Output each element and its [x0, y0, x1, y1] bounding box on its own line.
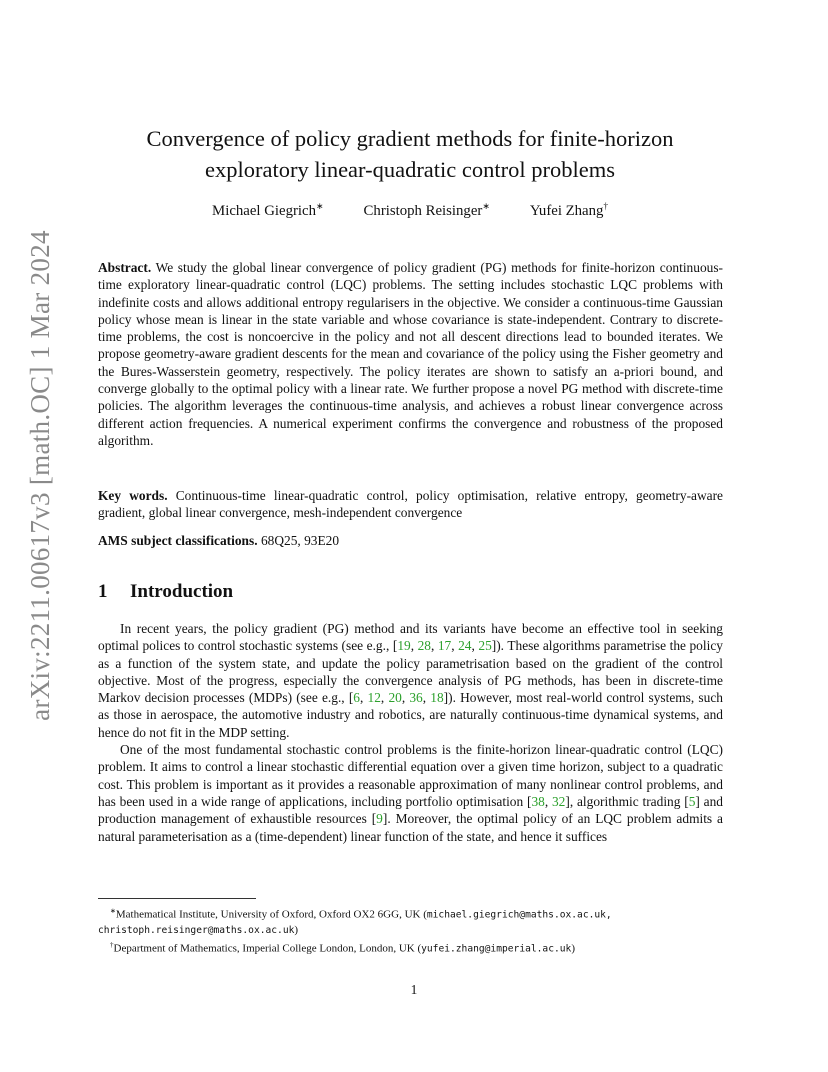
author: Michael Giegrich∗	[212, 201, 324, 219]
footnote: †Department of Mathematics, Imperial College London, London, UK (yufei.zhang@imperial.ac.uk)	[110, 940, 575, 955]
footnote: ∗Mathematical Institute, University of Oxford, Oxford OX2 6GG, UK (michael.giegrich@maths.ox.ac.uk, christoph.reisinger@maths.ox.ac.uk)	[98, 907, 612, 936]
paragraph: In recent years, the policy gradient (PG) method and its variants have become an effective tool in seeking optimal polices to control stochastic systems (see e.g., [19, 28, 17, 24, 25]). These algorithms parametrise the policy as a function of the system state, and update the policy parametrisation based on the gradient of the control objective. Most of the progress, especially the convergence analysis of PG methods, has been in discrete-time Markov decision processes (MDPs) (see e.g., [6, 12, 20, 36, 18]). However, most real-world control systems, such as those in aerospace, the automotive industry and robotics, are naturally continuous-time dynamical systems, and hence do not fit in the MDP setting.	[98, 621, 723, 740]
citation-link[interactable]: 24	[458, 638, 472, 654]
paragraph: One of the most fundamental stochastic control problems is the finite-horizon linear-quadratic control (LQC) problem. It aims to control a linear stochastic differential equation over a given time horizon, subject to a quadratic cost. This problem is important as it provides a reasonable approximation of many nonlinear control problems, and has been used in a wide range of applications, including portfolio optimisation [38, 32], algorithmic trading [5] and production management of exhaustible resources [9]. Moreover, the optimal policy of an LQC problem admits a natural parameterisation as a (time-dependent) linear function of the state, and hence it suffices	[98, 742, 723, 844]
keywords	[98, 487, 723, 522]
email-link[interactable]: yufei.zhang@imperial.ac.uk	[421, 943, 572, 955]
page-number: 1	[410, 982, 418, 997]
citation-link[interactable]: 32	[551, 793, 566, 809]
citation-link[interactable]: 36	[409, 690, 423, 706]
citation-link[interactable]: 9	[376, 811, 383, 827]
abstract-label: Abstract.	[98, 260, 152, 275]
citation-link[interactable]: 28	[417, 638, 431, 654]
citation-link[interactable]: 5	[688, 793, 696, 809]
citation-link[interactable]: 19	[397, 638, 411, 654]
keywords-text: Continuous-time linear-quadratic control, policy optimisation, relative entropy, geometry-aware gradient, global linear convergence, mesh-independent convergence	[98, 488, 724, 521]
footnote-rule	[98, 898, 256, 899]
section-heading	[98, 581, 233, 603]
author: Yufei Zhang†	[529, 201, 608, 219]
citation-link[interactable]: 18	[430, 690, 444, 706]
section-number: 1	[98, 581, 108, 602]
title-line-2: exploratory linear-quadratic control problems	[204, 157, 616, 182]
paper-title	[100, 123, 720, 185]
ams-codes: 68Q25, 93E20	[260, 533, 340, 548]
citation-link[interactable]: 25	[478, 638, 492, 654]
introduction-body	[98, 620, 723, 845]
footnotes	[98, 904, 723, 956]
arxiv-side-stamp	[10, 229, 70, 721]
abstract-text: We study the global linear convergence of policy gradient (PG) methods for finite-horizon continuous-time exploratory linear-quadratic control (LQC) problems. The setting includes stochastic LQC problems with indefinite costs and allows additional entropy regularisers in the objective. We consider a continuous-time Gaussian policy whose mean is linear in the state variable and whose covariance is state-independent. Contrary to discrete-time problems, the cost is noncoercive in the policy and not all descent directions lead to bounded iterates. We propose geometry-aware gradient descents for the mean and covariance of the policy using the Fisher geometry and the Bures-Wasserstein geometry, respectively. The policy iterates are shown to satisfy an a-priori bound, and converge globally to the optimal policy with a linear rate. We further propose a novel PG method with discrete-time policies. The algorithm leverages the continuous-time analysis, and achieves a robust linear convergence across different action frequencies. A numerical experiment confirms the convergence and robustness of the proposed algorithm.	[98, 260, 724, 448]
arxiv-identifier: arXiv:2211.00617v3 [math.OC] 1 Mar 2024	[24, 229, 55, 721]
ams-classification	[98, 532, 723, 549]
title-line-1: Convergence of policy gradient methods for finite-horizon	[146, 126, 674, 151]
abstract	[98, 259, 723, 449]
section-title: Introduction	[130, 581, 234, 602]
author: Christoph Reisinger∗	[363, 201, 490, 219]
citation-link[interactable]: 12	[367, 690, 381, 706]
email-link[interactable]: christoph.reisinger@maths.ox.ac.uk	[98, 924, 295, 936]
author-list	[100, 201, 720, 220]
citation-link[interactable]: 6	[353, 690, 360, 706]
email-link[interactable]: michael.giegrich@maths.ox.ac.uk,	[426, 909, 612, 921]
citation-link[interactable]: 20	[388, 690, 402, 706]
ams-label: AMS subject classifications.	[98, 533, 258, 548]
citation-link[interactable]: 38	[531, 793, 545, 809]
keywords-label: Key words.	[98, 488, 168, 503]
citation-link[interactable]: 17	[437, 638, 452, 654]
